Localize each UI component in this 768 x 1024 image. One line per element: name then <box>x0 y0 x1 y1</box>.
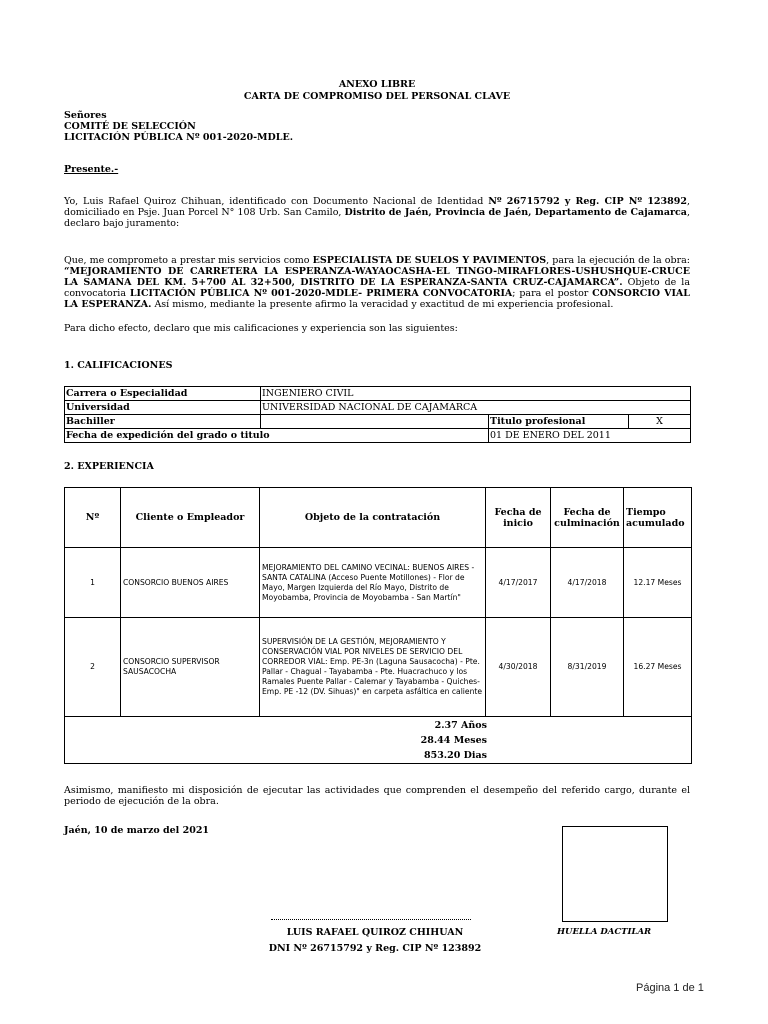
header-object: Objeto de la contratación <box>260 488 486 548</box>
table-row <box>65 618 692 717</box>
row-client: CONSORCIO SUPERVISOR SAUSACOCHA <box>121 618 260 717</box>
p1-e: , declaro bajo juramento: <box>64 207 690 229</box>
title-letter: CARTA DE COMPROMISO DEL PERSONAL CLAVE <box>243 91 511 102</box>
qualifications-table <box>64 386 691 443</box>
header-end: Fecha de culminación <box>551 488 624 548</box>
paragraph-identity <box>64 196 690 229</box>
row-time: 12.17 Meses <box>624 548 692 618</box>
addressee-line3: LICITACIÓN PÚBLICA Nº 001-2020-MDLE. <box>64 132 294 143</box>
totals-cell <box>65 717 692 764</box>
table-row <box>65 548 692 618</box>
university-value: UNIVERSIDAD NACIONAL DE CAJAMARCA <box>261 401 691 415</box>
p2-f: LICITACIÓN PÚBLICA Nº 001-2020-MDLE- PRIMERA CONVOCATORIA <box>129 288 513 299</box>
header-start: Fecha de inicio <box>486 488 551 548</box>
paragraph-declare: Para dicho efecto, declaro que mis calificaciones y experiencia son las siguientes: <box>64 323 458 334</box>
p2-a: Que, me comprometo a prestar mis servicios como <box>64 255 313 266</box>
header-num: Nº <box>65 488 121 548</box>
p2-e: Objeto de la convocatoria <box>64 277 690 299</box>
bachiller-value <box>261 415 489 429</box>
title-annex: ANEXO LIBRE <box>338 79 416 90</box>
row-start: 4/17/2017 <box>486 548 551 618</box>
fingerprint-label: HUELLA DACTILAR <box>557 927 652 937</box>
paragraph-commitment <box>64 255 690 310</box>
total-months: 28.44 Meses <box>420 734 487 746</box>
total-years: 2.37 Años <box>434 719 487 731</box>
titulo-label: Titulo profesional <box>489 415 629 429</box>
p2-b: ESPECIALISTA DE SUELOS Y PAVIMENTOS <box>312 255 547 266</box>
p2-c: , para la ejecución de la obra: <box>546 255 690 266</box>
fingerprint-box <box>562 826 668 922</box>
paragraph-availability: Asimismo, manifiesto mi disposición de ejecutar las actividades que comprenden el desempeño del referido cargo, durante el periodo de ejecución de la obra. <box>64 785 690 807</box>
p1-c: , domiciliado en Psje. Juan Porcel N° 108 Urb. San Camilo, <box>64 196 691 218</box>
titulo-mark: X <box>629 415 691 429</box>
total-days: 853.20 Dias <box>423 749 487 761</box>
place-date: Jaén, 10 de marzo del 2021 <box>64 825 210 836</box>
greeting: Presente.- <box>64 164 119 175</box>
header-time: Tiempo acumulado <box>624 488 692 548</box>
section-qualifications: 1. CALIFICACIONES <box>64 360 173 371</box>
row-end: 4/17/2018 <box>551 548 624 618</box>
addressee-line1: Señores <box>64 110 107 121</box>
row-time: 16.27 Meses <box>624 618 692 717</box>
bachiller-label: Bachiller <box>65 415 261 429</box>
signature-line <box>271 919 471 920</box>
p1-a: Yo, Luis Rafael Quiroz Chihuan, identificado con Documento Nacional de Identidad <box>64 196 489 207</box>
date-value: 01 DE ENERO DEL 2011 <box>489 429 691 443</box>
p1-b: Nº 26715792 y Reg. CIP Nº 123892 <box>488 196 687 207</box>
university-label: Universidad <box>65 401 261 415</box>
career-label: Carrera o Especialidad <box>65 387 261 401</box>
row-num: 1 <box>65 548 121 618</box>
row-object: MEJORAMIENTO DEL CAMINO VECINAL: BUENOS AIRES - SANTA CATALINA (Acceso Puente Motillones) - Flor de Mayo, Margen Izquierda del Río Mayo, Distrito de Moyobamba, Provincia de Moyobamba - San Martín" <box>260 548 486 618</box>
signature-name: LUIS RAFAEL QUIROZ CHIHUAN <box>286 927 464 938</box>
p2-g: ; para el postor <box>512 288 593 299</box>
p1-d: Distrito de Jaén, Provincia de Jaén, Departamento de Cajamarca <box>344 207 687 218</box>
row-end: 8/31/2019 <box>551 618 624 717</box>
date-label: Fecha de expedición del grado o titulo <box>65 429 489 443</box>
experience-table <box>64 487 692 764</box>
addressee-line2: COMITÉ DE SELECCIÓN <box>64 121 196 132</box>
header-client: Cliente o Empleador <box>121 488 260 548</box>
row-start: 4/30/2018 <box>486 618 551 717</box>
page-number: Página 1 de 1 <box>636 982 704 994</box>
row-object: SUPERVISIÓN DE LA GESTIÓN, MEJORAMIENTO Y CONSERVACIÓN VIAL POR NIVELES DE SERVICIO DEL CORREDOR VIAL: Emp. PE-3n (Laguna Sausacocha) - Pte. Pallar - Chagual - Tayabamba - Pte. Huacrachuco y los Ramales Puente Pallar - Calemar y Tayabamba - Quiches- Emp. PE -12 (DV. Sihuas)" en carpeta asfáltica en caliente <box>260 618 486 717</box>
signature-id: DNI Nº 26715792 y Reg. CIP Nº 123892 <box>268 943 482 954</box>
p2-i: Así mismo, mediante la presente afirmo la veracidad y exactitud de mi experiencia profesional. <box>151 299 614 310</box>
row-client: CONSORCIO BUENOS AIRES <box>121 548 260 618</box>
p2-d: “MEJORAMIENTO DE CARRETERA LA ESPERANZA-WAYAOCASHA-EL TINGO-MIRAFLORES-USHUSHQUE-CRUCE LA SAMANA DEL KM. 5+700 AL 32+500, DISTRITO DE LA ESPERANZA-SANTA CRUZ-CAJAMARCA”. <box>64 266 690 288</box>
p2-h: CONSORCIO VIAL LA ESPERANZA. <box>64 288 690 310</box>
career-value: INGENIERO CIVIL <box>261 387 691 401</box>
section-experience: 2. EXPERIENCIA <box>64 461 154 472</box>
row-num: 2 <box>65 618 121 717</box>
